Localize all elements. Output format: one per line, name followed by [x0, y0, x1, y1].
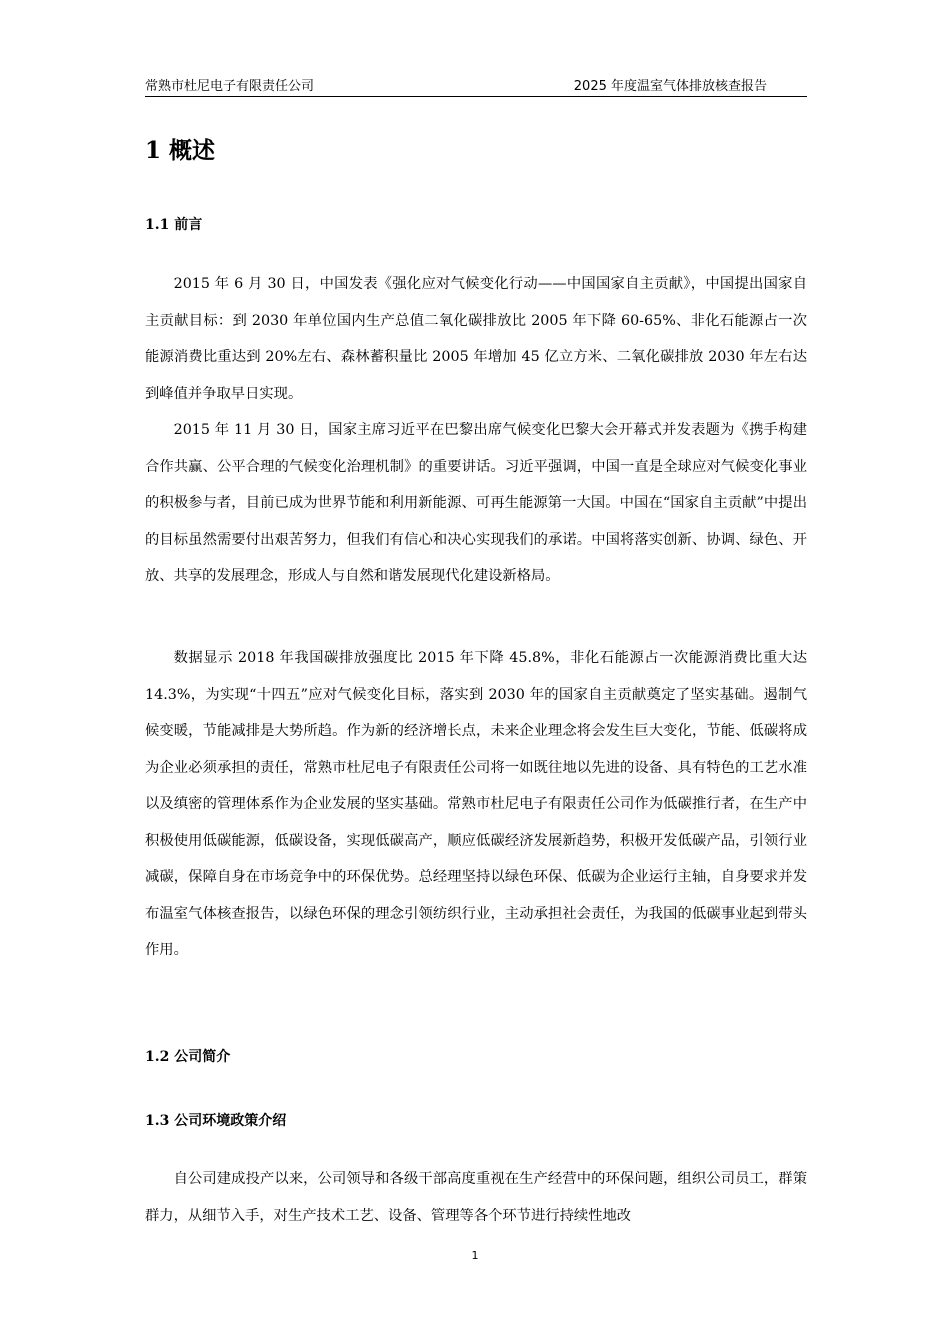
page-number: 1	[471, 1249, 479, 1262]
section-title-1-3: 1.3 公司环境政策介绍	[145, 1113, 287, 1129]
paragraph-1-3-1: 自公司建成投产以来，公司领导和各级干部高度重视在生产经营中的环保问题，组织公司员工，群策群力，从细节入手，对生产技术工艺、设备、管理等各个环节进行持续性地改	[145, 1171, 807, 1224]
paragraph-1-1-3: 数据显示 2018 年我国碳排放强度比 2015 年下降 45.8%，非化石能源占一次能源消费比重大达 14.3%，为实现“十四五”应对气候变化目标，落实到 2030 年的国家自主贡献奠定了坚实基础。遏制气候变暖，节能减排是大势所趋。作为新的经济增长点，未来企业理念将会发生巨大变化，节能、低碳将成为企业必须承担的责任，常熟市杜尼电子有限责任公司将一如既往地以先进的设备、具有特色的工艺水准以及缜密的管理体系作为企业发展的坚实基础。常熟市杜尼电子有限责任公司作为低碳推行者，在生产中积极使用低碳能源，低碳设备，实现低碳高产，顺应低碳经济发展新趋势，积极开发低碳产品，引领行业减碳，保障自身在市场竞争中的环保优势。总经理坚持以绿色环保、低碳为企业运行主轴，自身要求并发布温室气体核查报告，以绿色环保的理念引领纺织行业，主动承担社会责任，为我国的低碳事业起到带头作用。	[145, 650, 807, 958]
chapter-title: 1 概述	[145, 137, 216, 164]
header-company-name: 常熟市杜尼电子有限责任公司	[145, 79, 315, 94]
page-header	[145, 74, 807, 97]
header-report-title: 2025 年度温室气体排放核查报告	[573, 79, 767, 94]
paragraph-1-1-1: 2015 年 6 月 30 日，中国发表《强化应对气候变化行动——中国国家自主贡献》，中国提出国家自主贡献目标：到 2030 年单位国内生产总值二氧化碳排放比 2005 年下降 60-65%、非化石能源占一次能源消费比重达到 20%左右、森林蓄积量比 2005 年增加 45 亿立方米、二氧化碳排放 2030 年左右达到峰值并争取早日实现。	[145, 276, 807, 402]
paragraph-1-1-2: 2015 年 11 月 30 日，国家主席习近平在巴黎出席气候变化巴黎大会开幕式并发表题为《携手构建合作共赢、公平合理的气候变化治理机制》的重要讲话。习近平强调，中国一直是全球应对气候变化事业的积极参与者，目前已成为世界节能和利用新能源、可再生能源第一大国。中国在“国家自主贡献”中提出的目标虽然需要付出艰苦努力，但我们有信心和决心实现我们的承诺。中国将落实创新、协调、绿色、开放、共享的发展理念，形成人与自然和谐发展现代化建设新格局。	[145, 422, 807, 584]
section-title-1-2: 1.2 公司简介	[145, 1049, 231, 1065]
section-title-1-1: 1.1 前言	[145, 217, 203, 233]
